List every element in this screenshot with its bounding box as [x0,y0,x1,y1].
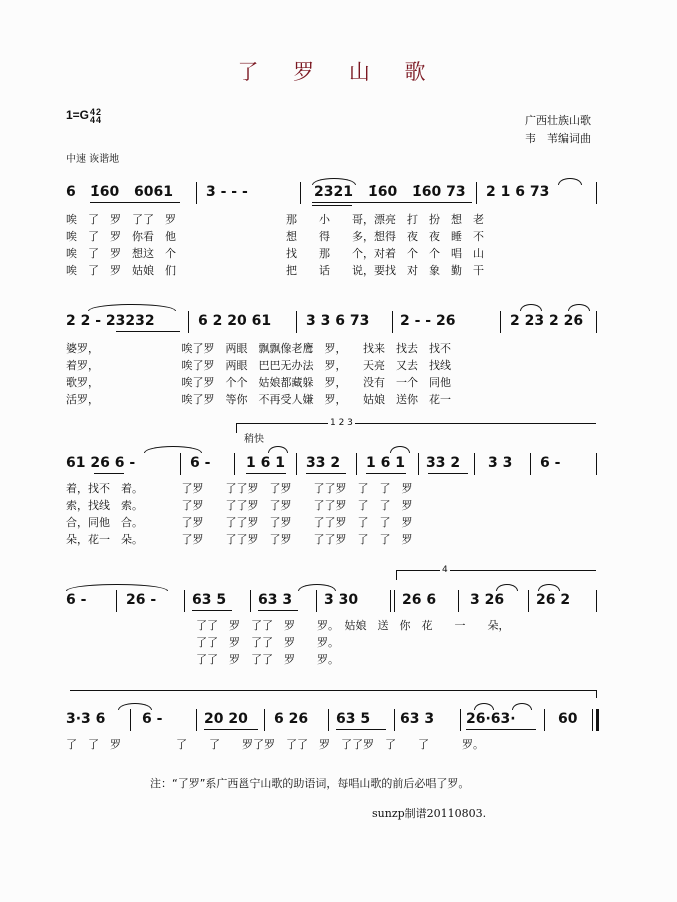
slur [390,446,410,453]
note-group: 63 5 [336,711,371,727]
note-group: 2 - - 26 [400,313,456,329]
lyric-line: 合，同他 合。 了罗 了了罗 了罗 了了罗 了 了 罗 [66,516,413,529]
slur [298,584,336,591]
final-barline [592,709,593,731]
barline [500,311,501,333]
note-group: 1̇60 73 [412,184,466,200]
barline [476,182,477,204]
final-barline [596,709,599,731]
barline [474,453,475,475]
repeat-barline [394,590,395,612]
composer: 韦 苇编词曲 [525,132,591,145]
barline [296,311,297,333]
barline [418,453,419,475]
lyric-line: 着，找不 着。 了罗 了了罗 了罗 了了罗 了 了 罗 [66,482,413,495]
tempo-marking: 中速 诙谐地 [66,154,120,165]
beam-line [466,729,536,730]
note-group: 6 - [190,455,211,471]
slur [144,446,202,453]
note-group: 3 - - - [206,184,248,200]
barline [458,590,459,612]
lyric-line: 歌罗， 唉了罗 个个 姑娘都藏躲 罗， 没有 一个 同他 [66,376,451,389]
note-group: 63 5 [192,592,227,608]
barline [394,709,395,731]
beam-line [204,729,258,730]
slur [474,703,494,710]
note-group: 6 - [540,455,561,471]
beam-line [94,473,124,474]
slur [520,304,542,311]
barline [188,311,189,333]
note-group: 6 - [142,711,163,727]
note-group: 3 26 [470,592,505,608]
volta-2-label: 4 [442,565,448,575]
notes-system-1 [60,184,600,204]
barline [316,590,317,612]
note-group: 60 [558,711,578,727]
note-group: 6 26 [274,711,309,727]
note-group: 3·3 6 [66,711,106,727]
lyric-line: 着罗， 唉了罗 两眼 巴巴无办法 罗， 天亮 又去 找线 [66,359,451,372]
slur [88,304,176,311]
barline [234,453,235,475]
barline [392,311,393,333]
beam-line [336,729,386,730]
barline [296,453,297,475]
lyric-line: 唉 了 罗 姑娘 们 把 话 说，要找 对 象 勤 干 [66,264,484,277]
slur [66,584,168,591]
note-group: 26·63· [466,711,516,727]
beam-line [258,610,298,611]
slur [496,584,518,591]
note-group: 6 - [66,592,87,608]
slur [268,446,288,453]
note-group: 63 3 [258,592,293,608]
note-group: 2 1 6 73 [486,184,550,200]
time-sig-1 [90,108,95,124]
song-source: 广西壮族山歌 [525,114,591,127]
lyric-line: 唉 了 罗 了了 罗 那 小 哥，漂亮 打 扮 想 老 [66,213,484,226]
song-title: 了 罗 山 歌 [237,60,440,84]
barline [544,709,545,731]
note-group: 3 3 6 73 [306,313,370,329]
barline [116,590,117,612]
barline [528,590,529,612]
ts1-top: 4 [90,107,96,117]
slur [118,703,152,710]
slur [312,178,356,185]
note-group: 1̇60 [368,184,398,200]
lyric-line: 唉 了 罗 想这 个 找 那 个，对着 个 个 唱 山 [66,247,484,260]
note-group: 20 20 [204,711,248,727]
barline [596,311,597,333]
beam-line [116,331,180,332]
note-group: 1̇60 [90,184,120,200]
slur [538,584,560,591]
notes-system-5 [60,711,600,731]
note-group: 6061 [134,184,173,200]
note-group: 2 23 2 26 [510,313,584,329]
note-group: 6 [66,184,76,200]
barline [196,182,197,204]
barline [250,590,251,612]
note-group: 26 6 [402,592,437,608]
note-group: 2321 [314,184,353,200]
footnote: 注：“了罗”系广西邕宁山歌的助语词，每唱山歌的前后必唱了罗。 [150,777,470,790]
lyric-line: 了了 罗 了了 罗 罗。 [196,636,339,649]
tempo-change: 稍快 [244,434,264,445]
beam-line [428,473,468,474]
beam-line [246,473,286,474]
lyric-line: 唉 了 罗 你看 他 想 得 多，想得 夜 夜 睡 不 [66,230,484,243]
note-group: 2 2 - 23232 [66,313,155,329]
note-group: 33 2 [306,455,341,471]
note-group: 1 6 1 [246,455,285,471]
volta-1-label: 1 2 3 [330,418,353,428]
lyric-line: 了了 罗 了了 罗 罗。 [196,653,339,666]
key-signature [66,108,101,124]
volta-bracket-edge [396,570,397,580]
beam-line [366,473,406,474]
lyric-line: 了了 罗 了了 罗 罗。 姑娘 送 你 花 一 朵， [196,619,510,632]
volta-bracket [396,570,596,571]
barline [300,182,301,204]
volta-bracket [236,423,596,424]
lyric-line: 索，找线 索。 了罗 了了罗 了罗 了了罗 了 了 罗 [66,499,413,512]
phrase-line [70,690,596,691]
phrase-line-edge [596,690,597,698]
notes-system-4 [60,592,600,612]
ts2-top: 2 [96,107,102,117]
slur [568,304,590,311]
ts2-bottom: 4 [96,115,102,125]
barline [130,709,131,731]
note-group: 26 2 [536,592,571,608]
lyric-line: 活罗， 唉了罗 等你 不再受人嫌 罗， 姑娘 送你 花一 [66,393,451,406]
barline [184,590,185,612]
beam-line [312,205,352,206]
beam-line [312,202,472,203]
slur [512,703,532,710]
note-group: 6 2 20 61 [198,313,272,329]
barline [264,709,265,731]
barline [460,709,461,731]
volta-bracket-edge [236,423,237,433]
barline [356,453,357,475]
note-group: 3 30 [324,592,359,608]
repeat-barline [390,590,391,612]
barline [196,709,197,731]
note-group: 33 2 [426,455,461,471]
beam-line [192,610,232,611]
ts1-bottom: 4 [90,115,96,125]
note-group: 26 - [126,592,157,608]
beam-line [90,202,180,203]
note-group: 1 6 1 [366,455,405,471]
note-group: 61 26 6 - [66,455,136,471]
time-sig-2 [96,108,101,124]
lyric-line: 了 了 罗 了 了 罗了罗 了了 罗 了了罗 了 了 罗。 [66,738,484,751]
barline [596,182,597,204]
key-prefix: 1=G [66,108,90,123]
barline [180,453,181,475]
lyric-line: 朵，花一 朵。 了罗 了了罗 了罗 了了罗 了 了 罗 [66,533,413,546]
transcriber-credit: sunzp制谱20110803. [372,807,487,820]
barline [596,590,597,612]
barline [530,453,531,475]
lyric-line: 婆罗， 唉了罗 两眼 飘飘像老鹰 罗， 找来 找去 找不 [66,342,451,355]
barline [596,453,597,475]
slur [558,178,582,185]
barline [328,709,329,731]
note-group: 63 3 [400,711,435,727]
beam-line [306,473,346,474]
note-group: 3 3 [488,455,513,471]
notes-system-3 [60,455,600,475]
notes-system-2 [60,313,600,333]
